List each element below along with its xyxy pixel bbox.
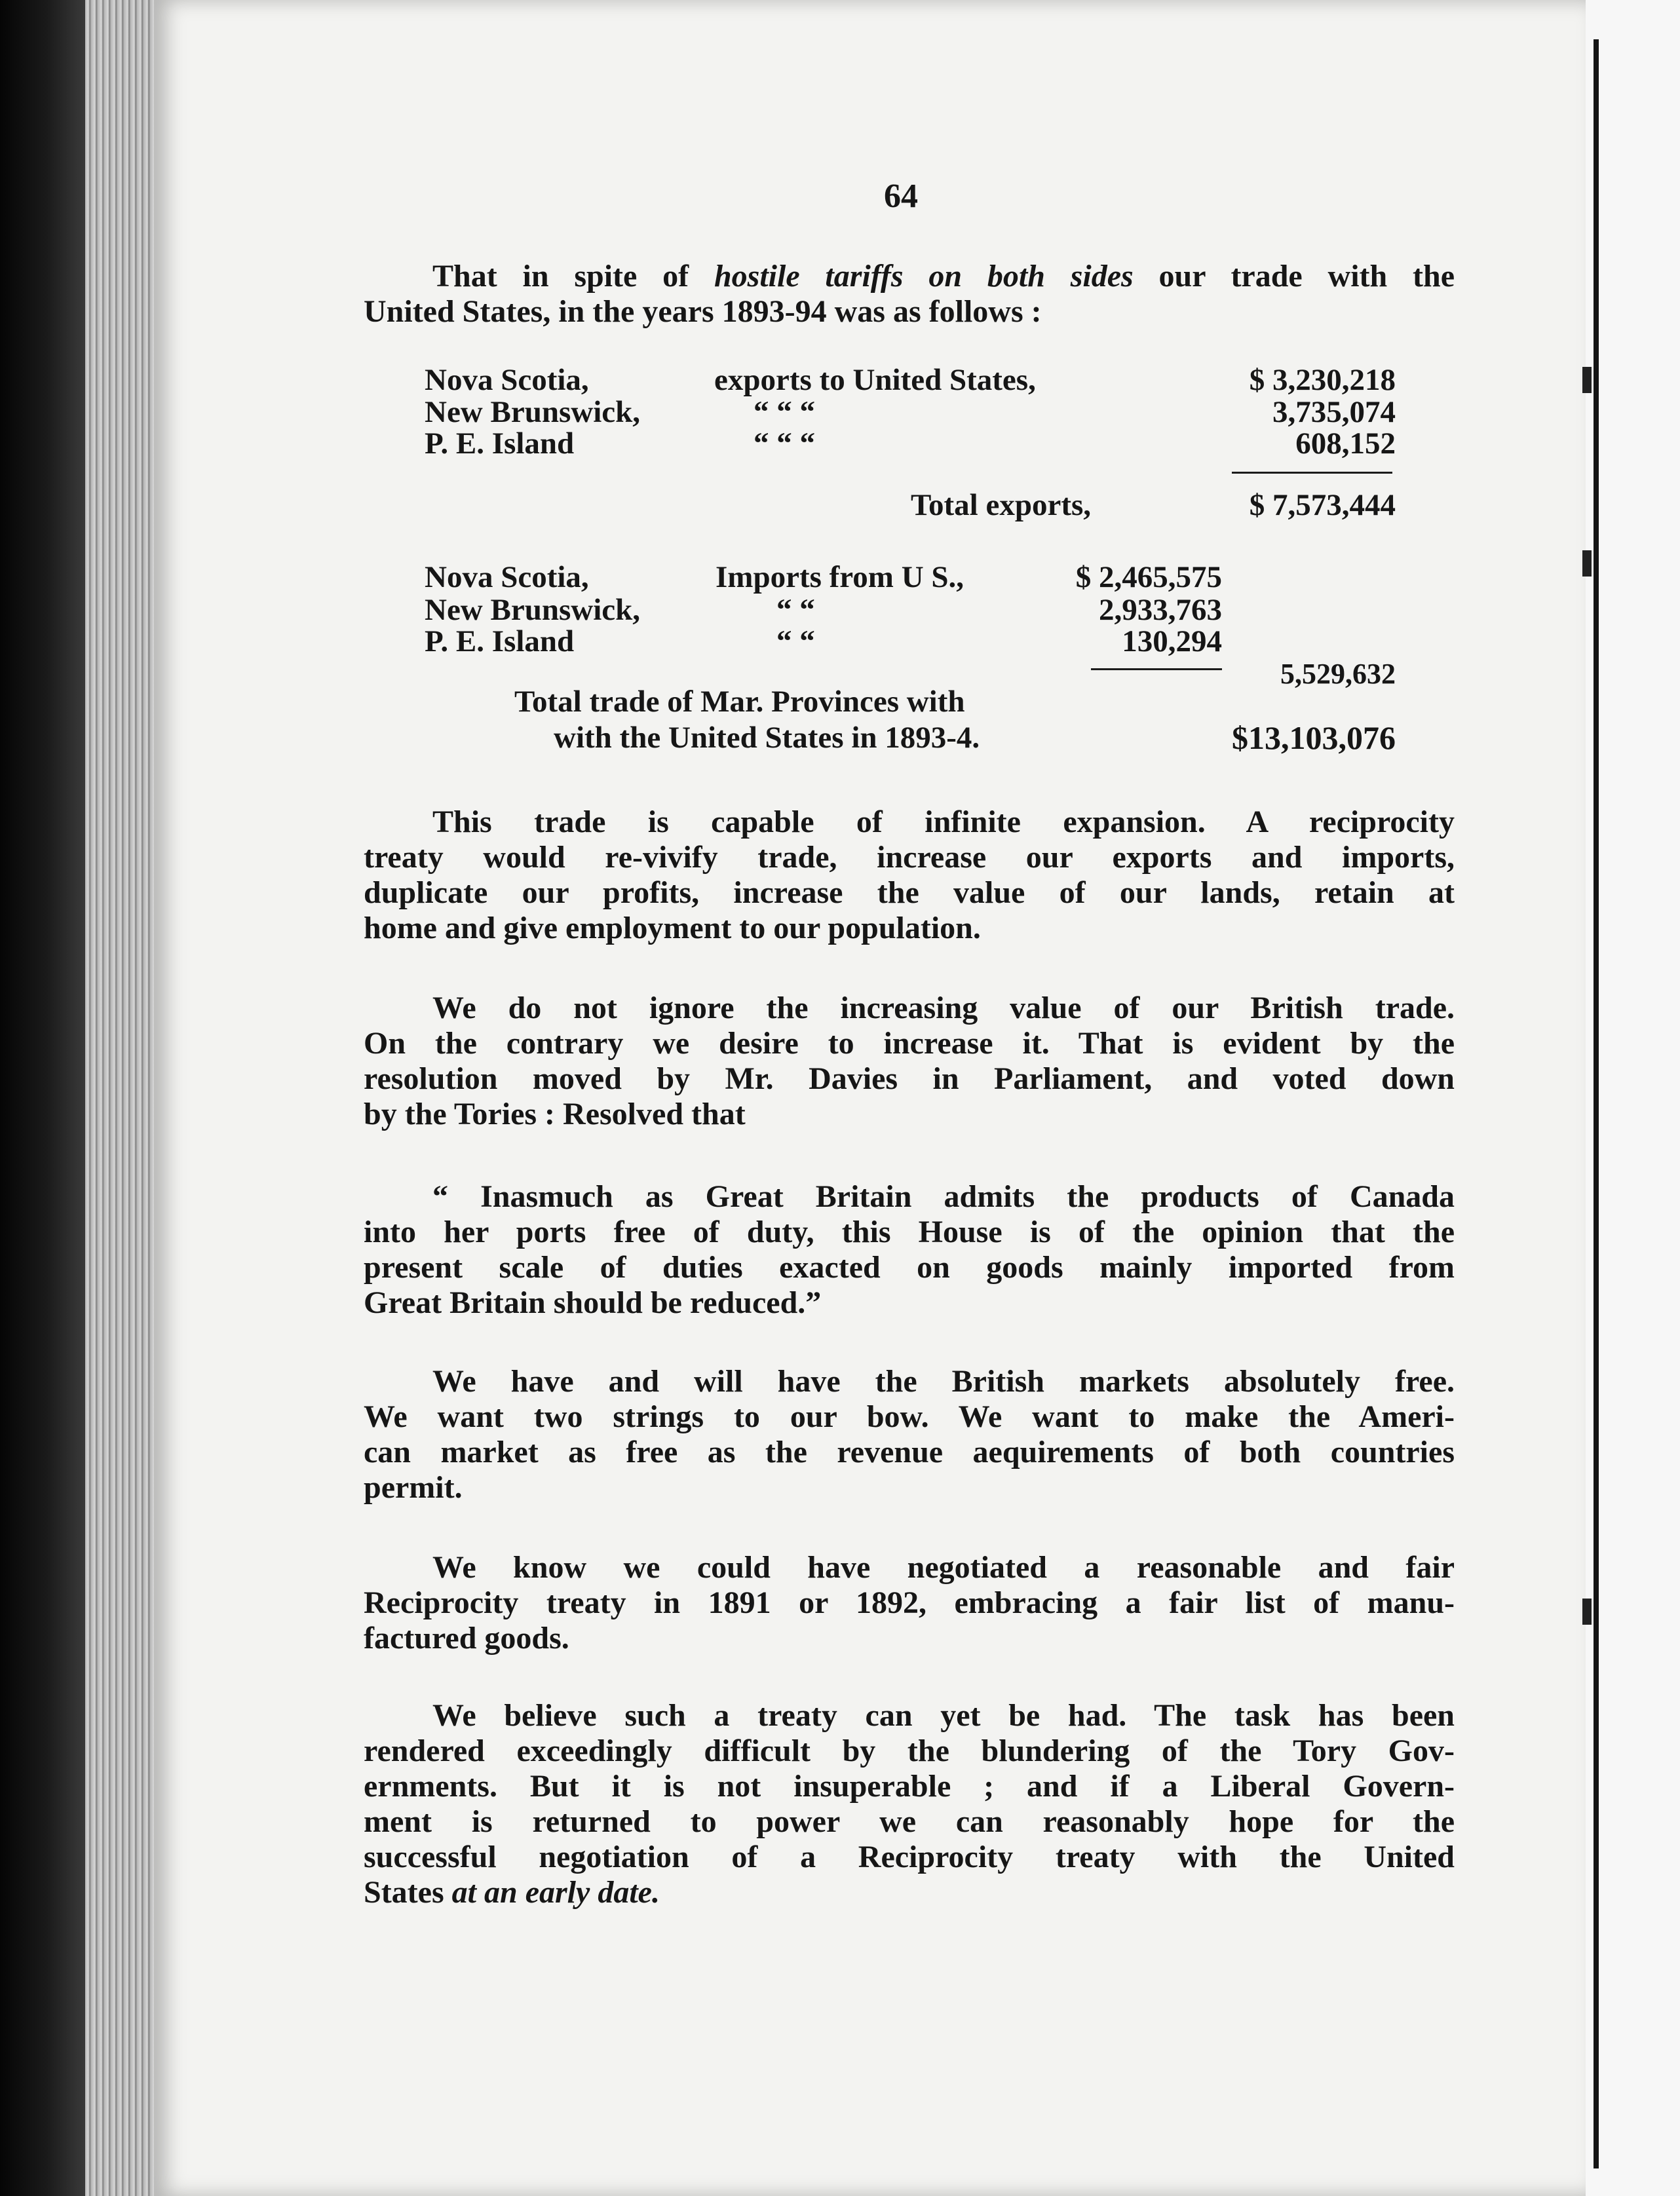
paragraph-line: by the Tories : Resolved that (364, 1097, 746, 1131)
intro-italic-phrase: hostile tariffs on both sides (714, 259, 1134, 293)
paragraph-line: can market as free as the revenue aequirements of both countries (364, 1435, 1455, 1469)
imports-amount: 130,294 (1122, 624, 1222, 658)
exports-region: Nova Scotia, (425, 363, 589, 397)
paragraph-line: We do not ignore the increasing value of our British trade. (432, 991, 1455, 1025)
total-trade-amount: $13,103,076 (1232, 719, 1396, 756)
closing-italic-phrase: at an early date. (451, 1875, 660, 1910)
closing-line (364, 1875, 1455, 1910)
intro-line-2: United States, in the years 1893-94 was as follows : (364, 294, 1042, 329)
total-trade-line-2: with the United States in 1893-4. (554, 721, 980, 755)
paragraph-line: We believe such a treaty can yet be had. The task has been (432, 1698, 1455, 1733)
imports-amount: 2,933,763 (1099, 593, 1222, 627)
paragraph-british-trade (364, 991, 1455, 1132)
intro-line-1-end: our trade with the (1133, 259, 1455, 293)
scan-mark (1582, 550, 1592, 577)
exports-region: P. E. Island (425, 426, 575, 461)
exports-sum-rule (1232, 472, 1392, 474)
imports-ditto: “ “ (776, 624, 815, 658)
paragraph-line: successful negotiation of a Reciprocity treaty with the United (364, 1840, 1455, 1874)
paragraph-line: We know we could have negotiated a reasonable and fair (432, 1550, 1455, 1585)
paragraph-line: We want two strings to our bow. We want to make the Ameri- (364, 1399, 1455, 1434)
page-stack-edges (85, 0, 164, 2196)
exports-ditto: “ “ “ (754, 395, 815, 429)
scan-mark (1582, 1599, 1592, 1625)
exports-ditto: “ “ “ (754, 426, 815, 461)
paragraph-treaty-belief (364, 1698, 1455, 1910)
paragraph-trade-expansion (364, 805, 1455, 946)
exports-amount: 608,152 (1295, 426, 1396, 461)
imports-region: P. E. Island (425, 624, 575, 658)
paragraph-line: present scale of duties exacted on goods mainly imported from (364, 1250, 1455, 1285)
scan-mark (1582, 367, 1592, 393)
paragraph-line: On the contrary we desire to increase it. That is evident by the (364, 1026, 1455, 1061)
exports-description: exports to United States, (714, 363, 1036, 397)
intro-line-1-start: That in spite of (432, 259, 714, 293)
intro-paragraph (364, 259, 1455, 330)
paragraph-line: “ Inasmuch as Great Britain admits the products of Canada (432, 1179, 1455, 1214)
exports-amount: $ 3,230,218 (1249, 363, 1396, 397)
paragraph-line: ernments. But it is not insuperable ; and if a Liberal Govern- (364, 1769, 1455, 1804)
exports-amount: 3,735,074 (1272, 395, 1396, 429)
facing-page-edge (1586, 0, 1680, 2196)
imports-description: Imports from U S., (716, 560, 964, 594)
paragraph-line: rendered exceedingly difficult by the blundering of the Tory Gov- (364, 1733, 1455, 1768)
intro-line-1 (364, 259, 1455, 294)
imports-amount: $ 2,465,575 (1075, 560, 1222, 594)
paragraph-line: Great Britain should be reduced.” (364, 1285, 822, 1320)
imports-region: Nova Scotia, (425, 560, 589, 594)
paragraph-line: We have and will have the British markets absolutely free. (432, 1364, 1455, 1399)
paragraph-line: Reciprocity treaty in 1891 or 1892, embracing a fair list of manu- (364, 1585, 1455, 1620)
paragraph-line: home and give employment to our population. (364, 911, 981, 945)
imports-total-amount: 5,529,632 (1280, 658, 1396, 690)
imports-ditto: “ “ (776, 593, 815, 627)
exports-total-label: Total exports, (911, 488, 1092, 522)
paragraph-line: into her ports free of duty, this House is of the opinion that the (364, 1215, 1455, 1249)
paragraph-line: permit. (364, 1470, 463, 1505)
exports-region: New Brunswick, (425, 395, 641, 429)
imports-region: New Brunswick, (425, 593, 641, 627)
closing-text: States (364, 1875, 452, 1910)
page-number: 64 (884, 178, 918, 215)
scan-dark-margin (0, 0, 85, 2196)
paragraph-resolution-quote (364, 1179, 1455, 1321)
binding-rule (1594, 39, 1599, 2168)
exports-total-amount: $ 7,573,444 (1249, 488, 1396, 522)
paragraph-line: This trade is capable of infinite expansion. A reciprocity (432, 805, 1455, 839)
paragraph-line: ment is returned to power we can reasonably hope for the (364, 1804, 1455, 1839)
paragraph-line: factured goods. (364, 1621, 569, 1656)
paragraph-line: treaty would re-vivify trade, increase our exports and imports, (364, 840, 1455, 875)
total-trade-line-1: Total trade of Mar. Provinces with (514, 685, 965, 719)
paragraph-negotiated-treaty (364, 1550, 1455, 1656)
paragraph-line: duplicate our profits, increase the value of our lands, retain at (364, 875, 1455, 910)
paragraph-british-markets (364, 1364, 1455, 1505)
paragraph-line: resolution moved by Mr. Davies in Parliament, and voted down (364, 1061, 1455, 1096)
